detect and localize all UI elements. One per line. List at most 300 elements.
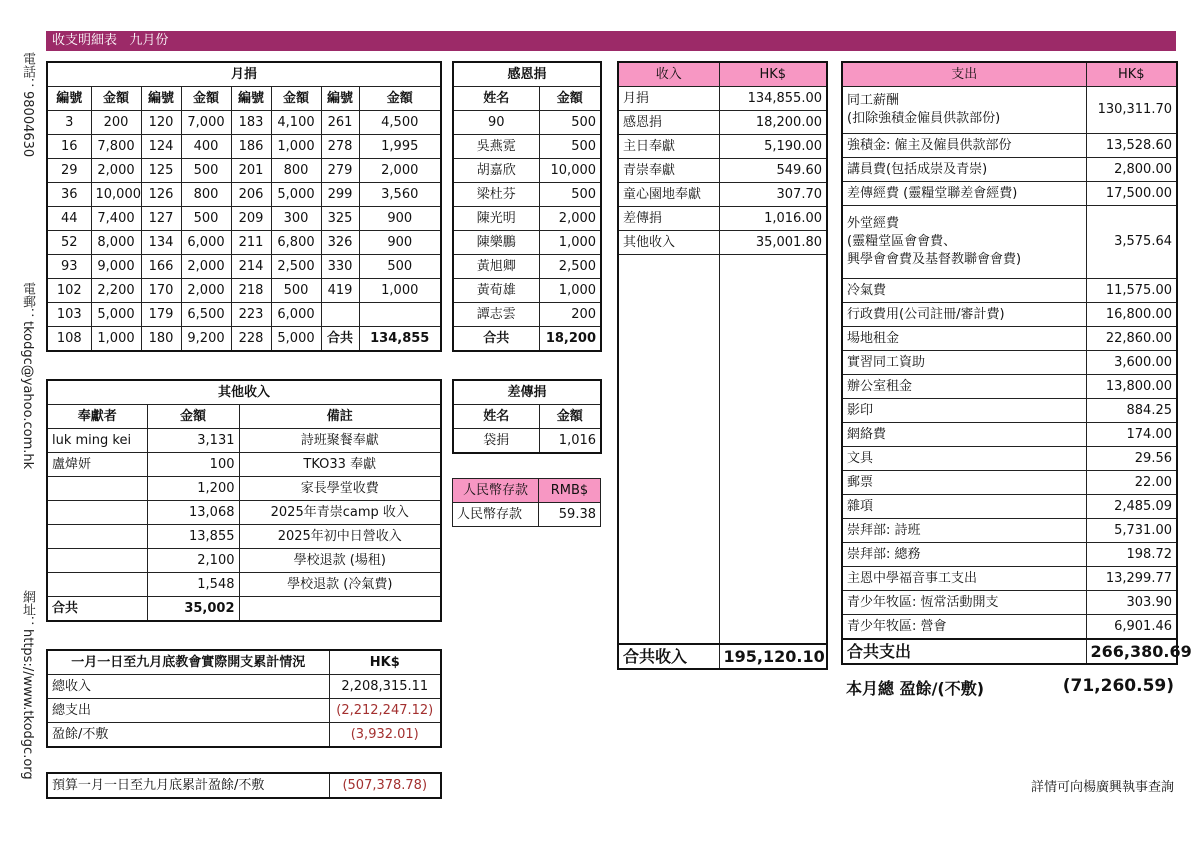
table-cell: 主日奉獻 — [618, 135, 719, 159]
table-cell: 195,120.10 — [719, 644, 827, 669]
table-cell: 家長學堂收費 — [239, 477, 441, 501]
summary-table — [46, 649, 442, 748]
table-cell: 5,731.00 — [1086, 519, 1177, 543]
table-cell: 10,000 — [91, 183, 141, 207]
title-row — [453, 380, 601, 405]
table-cell: 3,131 — [147, 429, 239, 453]
table-cell: 261 — [321, 111, 359, 135]
table-cell: 8,000 — [91, 231, 141, 255]
table-row — [453, 183, 601, 207]
table-cell: 合共 — [321, 327, 359, 352]
table-row — [453, 135, 601, 159]
total-row — [47, 597, 441, 622]
table-cell: 陳光明 — [453, 207, 539, 231]
table-cell: 2025年初中日營收入 — [239, 525, 441, 549]
table-cell: 170 — [141, 279, 181, 303]
table-cell: 主恩中學福音事工支出 — [842, 567, 1086, 591]
table-row — [453, 231, 601, 255]
table-row — [47, 549, 441, 573]
column-header: HK$ — [719, 62, 827, 87]
table-cell: 7,800 — [91, 135, 141, 159]
table-cell: 884.25 — [1086, 399, 1177, 423]
table-row — [47, 773, 441, 798]
table-cell: 崇拜部: 總務 — [842, 543, 1086, 567]
table-cell: 13,068 — [147, 501, 239, 525]
table-cell: 200 — [91, 111, 141, 135]
table-cell: 合共 — [453, 327, 539, 352]
header-row — [618, 62, 827, 87]
table-cell: 419 — [321, 279, 359, 303]
table-cell: 外堂經費 (靈糧堂區會會費、 興學會會費及基督教聯會會費) — [842, 206, 1086, 279]
total-row — [453, 327, 601, 352]
table-cell: 307.70 — [719, 183, 827, 207]
table-row — [453, 159, 601, 183]
table-cell: 330 — [321, 255, 359, 279]
table-cell: 1,995 — [359, 135, 441, 159]
table-cell: 3,575.64 — [1086, 206, 1177, 279]
table-cell — [47, 477, 147, 501]
table-cell: 文具 — [842, 447, 1086, 471]
table-cell: 900 — [359, 231, 441, 255]
table-cell — [47, 501, 147, 525]
table-cell: 18,200.00 — [719, 111, 827, 135]
table-cell: 6,800 — [271, 231, 321, 255]
column-header: 支出 — [842, 62, 1086, 87]
table-cell: 1,548 — [147, 573, 239, 597]
table-row — [842, 543, 1177, 567]
table-cell: 行政費用(公司註冊/審計費) — [842, 303, 1086, 327]
table-cell: 講員費(包括成崇及青崇) — [842, 158, 1086, 182]
table-cell: 127 — [141, 207, 181, 231]
table-cell: 陳樂鵬 — [453, 231, 539, 255]
side-web: 網址：https://www.tkodgc.org — [20, 590, 35, 780]
table-cell — [239, 597, 441, 622]
table-cell: 179 — [141, 303, 181, 327]
table-cell: 人民幣存款 — [453, 503, 539, 527]
table-cell: (507,378.78) — [329, 773, 441, 798]
table-row — [47, 255, 441, 279]
column-header: 金額 — [271, 87, 321, 111]
table-cell: 500 — [181, 159, 231, 183]
table-title: 月捐 — [47, 62, 441, 87]
table-cell: 譚志雲 — [453, 303, 539, 327]
table-cell: 22.00 — [1086, 471, 1177, 495]
table-cell: 134,855.00 — [719, 87, 827, 111]
table-cell: 2,000 — [91, 159, 141, 183]
table-cell: 影印 — [842, 399, 1086, 423]
table-cell: 冷氣費 — [842, 279, 1086, 303]
table-cell: 辦公室租金 — [842, 375, 1086, 399]
table-cell: (2,212,247.12) — [329, 699, 441, 723]
table-cell: 228 — [231, 327, 271, 352]
table-row — [842, 447, 1177, 471]
title-row — [47, 380, 441, 405]
table-row — [842, 206, 1177, 279]
table-cell: 黃荀雄 — [453, 279, 539, 303]
table-row — [842, 375, 1177, 399]
header-row — [453, 87, 601, 111]
column-header: 編號 — [47, 87, 91, 111]
table-row — [453, 255, 601, 279]
table-row — [842, 399, 1177, 423]
table-cell: 1,000 — [91, 327, 141, 352]
table-cell: 袋捐 — [453, 429, 539, 454]
table-row — [47, 111, 441, 135]
column-header: 金額 — [539, 405, 601, 429]
column-header: 人民幣存款 — [453, 479, 539, 503]
side-email: 電郵：tkodgc@yahoo.com.hk — [20, 282, 35, 470]
table-cell: 詩班聚餐奉獻 — [239, 429, 441, 453]
table-cell: 差傳經費 (靈糧堂聯差會經費) — [842, 182, 1086, 206]
table-row — [453, 207, 601, 231]
table-cell: 130,311.70 — [1086, 87, 1177, 134]
table-cell: 青少年牧區: 營會 — [842, 615, 1086, 640]
column-header: 金額 — [359, 87, 441, 111]
table-cell: 500 — [539, 135, 601, 159]
table-cell: 2,500 — [271, 255, 321, 279]
table-row — [842, 591, 1177, 615]
table-row — [618, 135, 827, 159]
budget-table — [46, 772, 442, 799]
table-cell: 18,200 — [539, 327, 601, 352]
table-cell: 3,560 — [359, 183, 441, 207]
table-cell: 5,000 — [271, 327, 321, 352]
column-header: 姓名 — [453, 405, 539, 429]
table-cell: 1,000 — [539, 279, 601, 303]
table-cell — [359, 303, 441, 327]
table-cell: 16 — [47, 135, 91, 159]
table-cell: 29 — [47, 159, 91, 183]
table-cell: 800 — [181, 183, 231, 207]
table-cell: 網絡費 — [842, 423, 1086, 447]
table-row — [842, 327, 1177, 351]
table-cell: 梁杜芬 — [453, 183, 539, 207]
income-table — [617, 61, 828, 670]
table-row — [453, 429, 601, 454]
table-cell: 500 — [359, 255, 441, 279]
monthly-table — [46, 61, 442, 352]
table-cell: 2,000 — [181, 255, 231, 279]
table-row — [842, 158, 1177, 182]
table-row — [618, 87, 827, 111]
table-row — [618, 159, 827, 183]
rmb-table — [452, 478, 601, 527]
table-cell: 59.38 — [539, 503, 601, 527]
column-header: 編號 — [321, 87, 359, 111]
table-cell: 299 — [321, 183, 359, 207]
header-row — [47, 405, 441, 429]
net-value: (71,260.59) — [1062, 676, 1174, 696]
table-cell: 強積金: 僱主及僱員供款部份 — [842, 134, 1086, 158]
header-row — [47, 650, 441, 675]
table-cell: 278 — [321, 135, 359, 159]
table-cell: 279 — [321, 159, 359, 183]
table-cell: 郵票 — [842, 471, 1086, 495]
column-header: 金額 — [181, 87, 231, 111]
table-cell: 同工薪酬 (扣除強積金僱員供款部份) — [842, 87, 1086, 134]
table-cell: 青少年牧區: 恆常活動開支 — [842, 591, 1086, 615]
table-cell: luk ming kei — [47, 429, 147, 453]
table-row — [842, 495, 1177, 519]
table-cell: 實習同工資助 — [842, 351, 1086, 375]
table-row — [842, 471, 1177, 495]
table-cell: 29.56 — [1086, 447, 1177, 471]
table-cell: 166 — [141, 255, 181, 279]
table-cell: 300 — [271, 207, 321, 231]
table-row — [842, 87, 1177, 134]
table-cell: 4,100 — [271, 111, 321, 135]
table-cell: 211 — [231, 231, 271, 255]
header-row — [842, 62, 1177, 87]
table-title: 感恩捐 — [453, 62, 601, 87]
table-cell: 10,000 — [539, 159, 601, 183]
column-header: RMB$ — [539, 479, 601, 503]
table-cell: 其他收入 — [618, 231, 719, 255]
table-cell: 5,000 — [91, 303, 141, 327]
table-cell: 感恩捐 — [618, 111, 719, 135]
table-cell: 青崇奉獻 — [618, 159, 719, 183]
table-row — [47, 453, 441, 477]
column-header: 奉獻者 — [47, 405, 147, 429]
title-row — [47, 62, 441, 87]
table-cell: (3,932.01) — [329, 723, 441, 748]
table-cell: 6,901.46 — [1086, 615, 1177, 640]
table-row — [47, 159, 441, 183]
table-row — [842, 134, 1177, 158]
table-cell: 303.90 — [1086, 591, 1177, 615]
table-cell: 胡嘉欣 — [453, 159, 539, 183]
table-row — [47, 135, 441, 159]
table-cell: 合共 — [47, 597, 147, 622]
table-row — [47, 675, 441, 699]
column-header: HK$ — [1086, 62, 1177, 87]
table-row — [47, 279, 441, 303]
table-cell: 6,000 — [181, 231, 231, 255]
table-cell: 合共支出 — [842, 639, 1086, 664]
table-row — [842, 615, 1177, 640]
table-cell: 93 — [47, 255, 91, 279]
header-month: 九月份 — [129, 33, 169, 48]
table-cell: 黃旭卿 — [453, 255, 539, 279]
table-cell: 1,000 — [359, 279, 441, 303]
table-cell: 500 — [271, 279, 321, 303]
table-cell: 總支出 — [47, 699, 329, 723]
table-cell: 13,800.00 — [1086, 375, 1177, 399]
table-title: 差傳捐 — [453, 380, 601, 405]
column-header: HK$ — [329, 650, 441, 675]
table-cell: 盈餘/不敷 — [47, 723, 329, 748]
table-cell: 預算一月一日至九月底累計盈餘/不敷 — [47, 773, 329, 798]
header-bar — [46, 31, 1176, 51]
table-row — [618, 231, 827, 255]
table-cell — [47, 549, 147, 573]
table-cell: 1,000 — [539, 231, 601, 255]
thanks-table — [452, 61, 602, 352]
table-cell: 5,000 — [271, 183, 321, 207]
table-row — [47, 183, 441, 207]
table-cell: 9,000 — [91, 255, 141, 279]
table-cell: 200 — [539, 303, 601, 327]
table-row — [47, 429, 441, 453]
filler-row — [618, 255, 827, 645]
table-cell: 266,380.69 — [1086, 639, 1177, 664]
column-header: 姓名 — [453, 87, 539, 111]
table-row — [47, 723, 441, 748]
table-cell: 2,800.00 — [1086, 158, 1177, 182]
table-cell: 差傳捐 — [618, 207, 719, 231]
table-cell: 174.00 — [1086, 423, 1177, 447]
column-header: 編號 — [231, 87, 271, 111]
table-cell: 103 — [47, 303, 91, 327]
table-cell — [321, 303, 359, 327]
table-cell: 17,500.00 — [1086, 182, 1177, 206]
table-cell: 崇拜部: 詩班 — [842, 519, 1086, 543]
table-row — [453, 303, 601, 327]
other-income-table — [46, 379, 442, 622]
table-cell: 2,000 — [539, 207, 601, 231]
column-header: 金額 — [539, 87, 601, 111]
table-cell: 120 — [141, 111, 181, 135]
title-row — [453, 62, 601, 87]
table-cell: 186 — [231, 135, 271, 159]
table-cell: 223 — [231, 303, 271, 327]
table-cell: 1,016.00 — [719, 207, 827, 231]
table-cell: 36 — [47, 183, 91, 207]
table-cell: 90 — [453, 111, 539, 135]
total-row — [618, 644, 827, 669]
table-cell: 134 — [141, 231, 181, 255]
column-header: 收入 — [618, 62, 719, 87]
table-cell: 124 — [141, 135, 181, 159]
column-header: 編號 — [141, 87, 181, 111]
table-row — [842, 519, 1177, 543]
table-cell: 2,485.09 — [1086, 495, 1177, 519]
table-cell: 7,400 — [91, 207, 141, 231]
table-cell: 900 — [359, 207, 441, 231]
table-row — [842, 279, 1177, 303]
table-cell: 月捐 — [618, 87, 719, 111]
table-cell: 183 — [231, 111, 271, 135]
table-row — [47, 231, 441, 255]
total-row — [842, 639, 1177, 664]
table-cell: 9,200 — [181, 327, 231, 352]
table-cell: 1,200 — [147, 477, 239, 501]
table-cell: 場地租金 — [842, 327, 1086, 351]
table-cell: 2,000 — [359, 159, 441, 183]
table-row — [618, 111, 827, 135]
table-cell: 11,575.00 — [1086, 279, 1177, 303]
table-cell: 35,001.80 — [719, 231, 827, 255]
table-cell: 1,016 — [539, 429, 601, 454]
table-title: 其他收入 — [47, 380, 441, 405]
table-row — [842, 567, 1177, 591]
table-cell: 1,000 — [271, 135, 321, 159]
table-cell: 800 — [271, 159, 321, 183]
column-header: 金額 — [147, 405, 239, 429]
table-cell — [47, 573, 147, 597]
table-cell: 500 — [181, 207, 231, 231]
column-header: 備註 — [239, 405, 441, 429]
header-title: 收支明細表 — [52, 33, 118, 48]
table-cell: 2,000 — [181, 279, 231, 303]
column-header: 金額 — [91, 87, 141, 111]
mission-table — [452, 379, 602, 454]
table-cell: 44 — [47, 207, 91, 231]
table-cell: 325 — [321, 207, 359, 231]
table-cell: 126 — [141, 183, 181, 207]
column-header: 一月一日至九月底教會實際開支累計情況 — [47, 650, 329, 675]
table-cell: 201 — [231, 159, 271, 183]
table-cell: 326 — [321, 231, 359, 255]
table-cell: 2025年青崇camp 收入 — [239, 501, 441, 525]
table-cell: 549.60 — [719, 159, 827, 183]
table-cell: 198.72 — [1086, 543, 1177, 567]
net-label: 本月總 盈餘/(不敷) — [846, 679, 985, 698]
table-cell: 總收入 — [47, 675, 329, 699]
table-row — [47, 525, 441, 549]
table-cell: 盧煒妍 — [47, 453, 147, 477]
table-cell: 童心園地奉獻 — [618, 183, 719, 207]
table-cell: 2,208,315.11 — [329, 675, 441, 699]
table-cell: 125 — [141, 159, 181, 183]
header-row — [453, 479, 601, 503]
table-cell: 3,600.00 — [1086, 351, 1177, 375]
table-row — [47, 501, 441, 525]
table-cell: 102 — [47, 279, 91, 303]
table-cell: 2,100 — [147, 549, 239, 573]
table-cell: 5,190.00 — [719, 135, 827, 159]
table-row — [47, 207, 441, 231]
table-cell: 合共收入 — [618, 644, 719, 669]
table-row — [453, 279, 601, 303]
table-cell: 7,000 — [181, 111, 231, 135]
table-cell: 500 — [539, 183, 601, 207]
table-cell: 13,299.77 — [1086, 567, 1177, 591]
table-cell: 4,500 — [359, 111, 441, 135]
table-row — [47, 699, 441, 723]
table-cell: 13,855 — [147, 525, 239, 549]
table-cell: 400 — [181, 135, 231, 159]
table-cell: 吳燕霓 — [453, 135, 539, 159]
header-row — [47, 87, 441, 111]
table-cell: 134,855 — [359, 327, 441, 352]
table-cell — [47, 525, 147, 549]
table-cell: 500 — [539, 111, 601, 135]
table-cell: 2,200 — [91, 279, 141, 303]
table-cell: 3 — [47, 111, 91, 135]
table-row — [842, 303, 1177, 327]
table-cell: 學校退款 (場租) — [239, 549, 441, 573]
table-cell: 雜項 — [842, 495, 1086, 519]
table-cell: 6,500 — [181, 303, 231, 327]
table-cell — [618, 255, 719, 645]
side-phone: 電話：98004630 — [20, 52, 35, 158]
table-cell — [719, 255, 827, 645]
table-cell: 52 — [47, 231, 91, 255]
footer-note: 詳情可向楊廣興執事查詢 — [1030, 780, 1174, 795]
table-row — [453, 111, 601, 135]
table-cell: 2,500 — [539, 255, 601, 279]
table-row — [618, 207, 827, 231]
table-row — [47, 327, 441, 352]
table-row — [842, 351, 1177, 375]
table-cell: 209 — [231, 207, 271, 231]
table-row — [842, 182, 1177, 206]
table-row — [618, 183, 827, 207]
table-cell: 學校退款 (冷氣費) — [239, 573, 441, 597]
table-row — [453, 503, 601, 527]
table-cell: 6,000 — [271, 303, 321, 327]
